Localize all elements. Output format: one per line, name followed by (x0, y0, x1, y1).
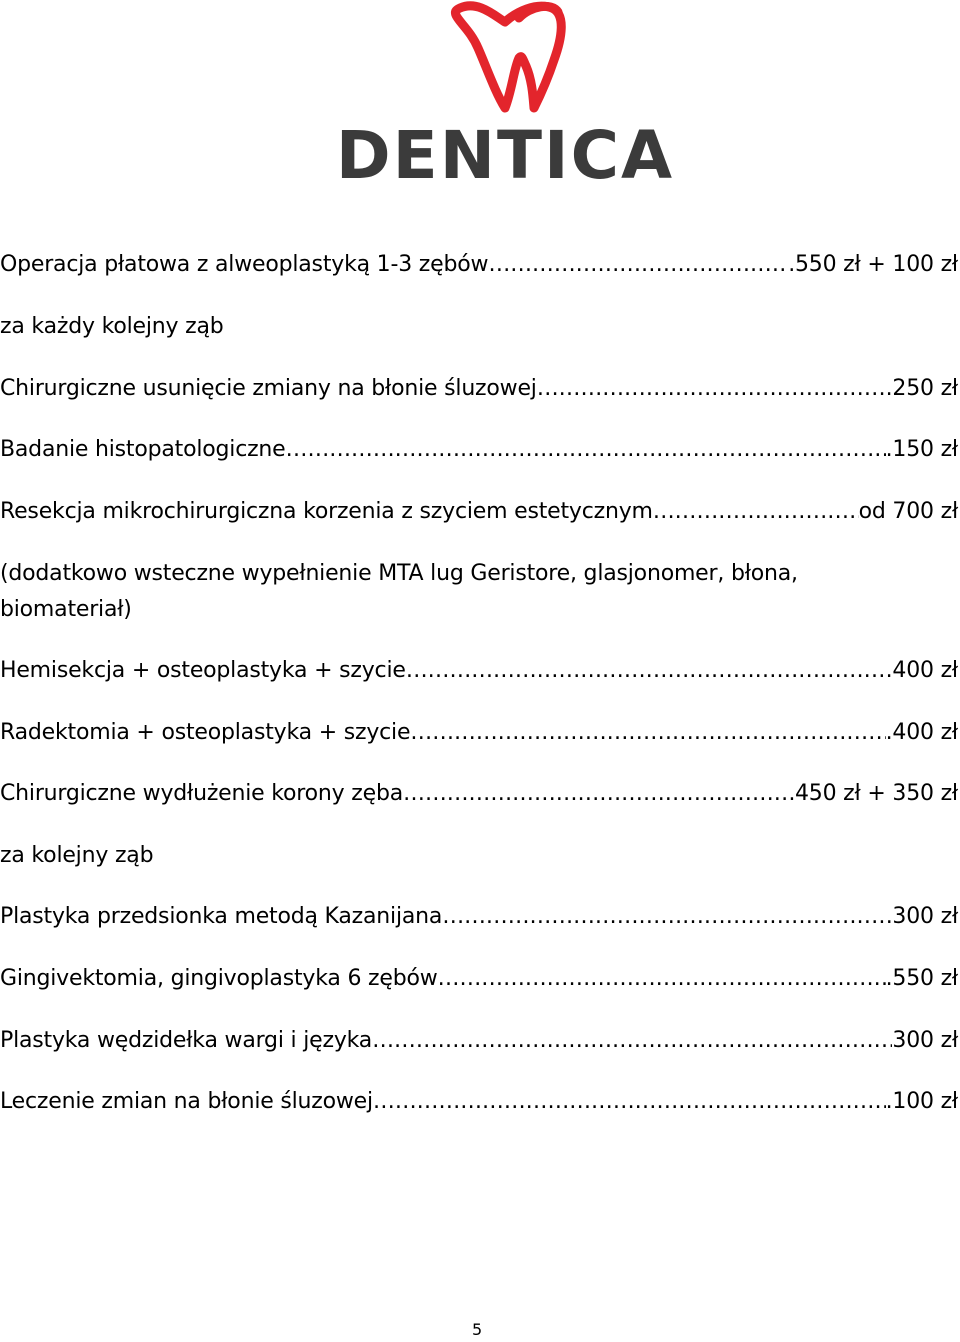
dot-leader (410, 718, 885, 748)
dot-leader (373, 1087, 886, 1117)
price-row (0, 497, 958, 527)
price-row (0, 1026, 958, 1056)
price-row (0, 250, 958, 280)
service-price: .550 zł + 100 zł (788, 252, 958, 277)
service-label: Chirurgiczne usunięcie zmiany na błonie śluzowej (0, 376, 537, 401)
price-row-continuation: za kolejny ząb (0, 843, 154, 868)
service-price: .250 zł (885, 376, 958, 401)
dot-leader (406, 656, 886, 686)
dot-leader (286, 435, 886, 465)
service-label: Badanie histopatologiczne (0, 437, 286, 462)
price-row (0, 964, 958, 994)
tooth-icon (455, 6, 561, 108)
price-row (0, 718, 958, 748)
service-price: 300 zł (892, 904, 958, 929)
dot-leader (403, 779, 795, 809)
service-price: 300 zł (892, 1028, 958, 1053)
price-row (0, 374, 958, 404)
dot-leader (438, 964, 886, 994)
service-price: .100 zł (885, 1089, 958, 1114)
service-price: .400 zł (885, 658, 958, 683)
price-row (0, 1087, 958, 1117)
price-row (0, 656, 958, 686)
dentica-logo (290, 0, 720, 190)
service-label: Radektomia + osteoplastyka + szycie (0, 720, 411, 745)
service-price: 450 zł + 350 zł (795, 781, 958, 806)
service-label: Gingivektomia, gingivoplastyka 6 zębów (0, 966, 438, 991)
service-label: Chirurgiczne wydłużenie korony zęba (0, 781, 404, 806)
dot-leader (653, 497, 859, 527)
service-label: Plastyka wędzidełka wargi i języka (0, 1028, 373, 1053)
service-label: Plastyka przedsionka metodą Kazanijana (0, 904, 443, 929)
price-note-line: (dodatkowo wsteczne wypełnienie MTA lug Geristore, glasjonomer, błona, (0, 561, 798, 586)
logo-wordmark: DENTICA (335, 117, 675, 190)
service-price: .150 zł (885, 437, 958, 462)
service-label: Hemisekcja + osteoplastyka + szycie (0, 658, 406, 683)
page-number: 5 (472, 1320, 483, 1339)
price-note-line: biomateriał) (0, 597, 132, 622)
service-label: Leczenie zmian na błonie śluzowej (0, 1089, 373, 1114)
dot-leader (537, 374, 886, 404)
dot-leader (488, 250, 788, 280)
price-row (0, 435, 958, 465)
price-row (0, 779, 958, 809)
service-price: od 700 zł (858, 499, 958, 524)
service-price: .550 zł (885, 966, 958, 991)
price-row (0, 902, 958, 932)
service-label: Operacja płatowa z alweoplastyką 1-3 zębów (0, 252, 489, 277)
service-price: .400 zł (885, 720, 958, 745)
dot-leader (372, 1026, 892, 1056)
dot-leader (442, 902, 892, 932)
service-label: Resekcja mikrochirurgiczna korzenia z szyciem estetycznym (0, 499, 653, 524)
price-row-continuation: za każdy kolejny ząb (0, 314, 224, 339)
